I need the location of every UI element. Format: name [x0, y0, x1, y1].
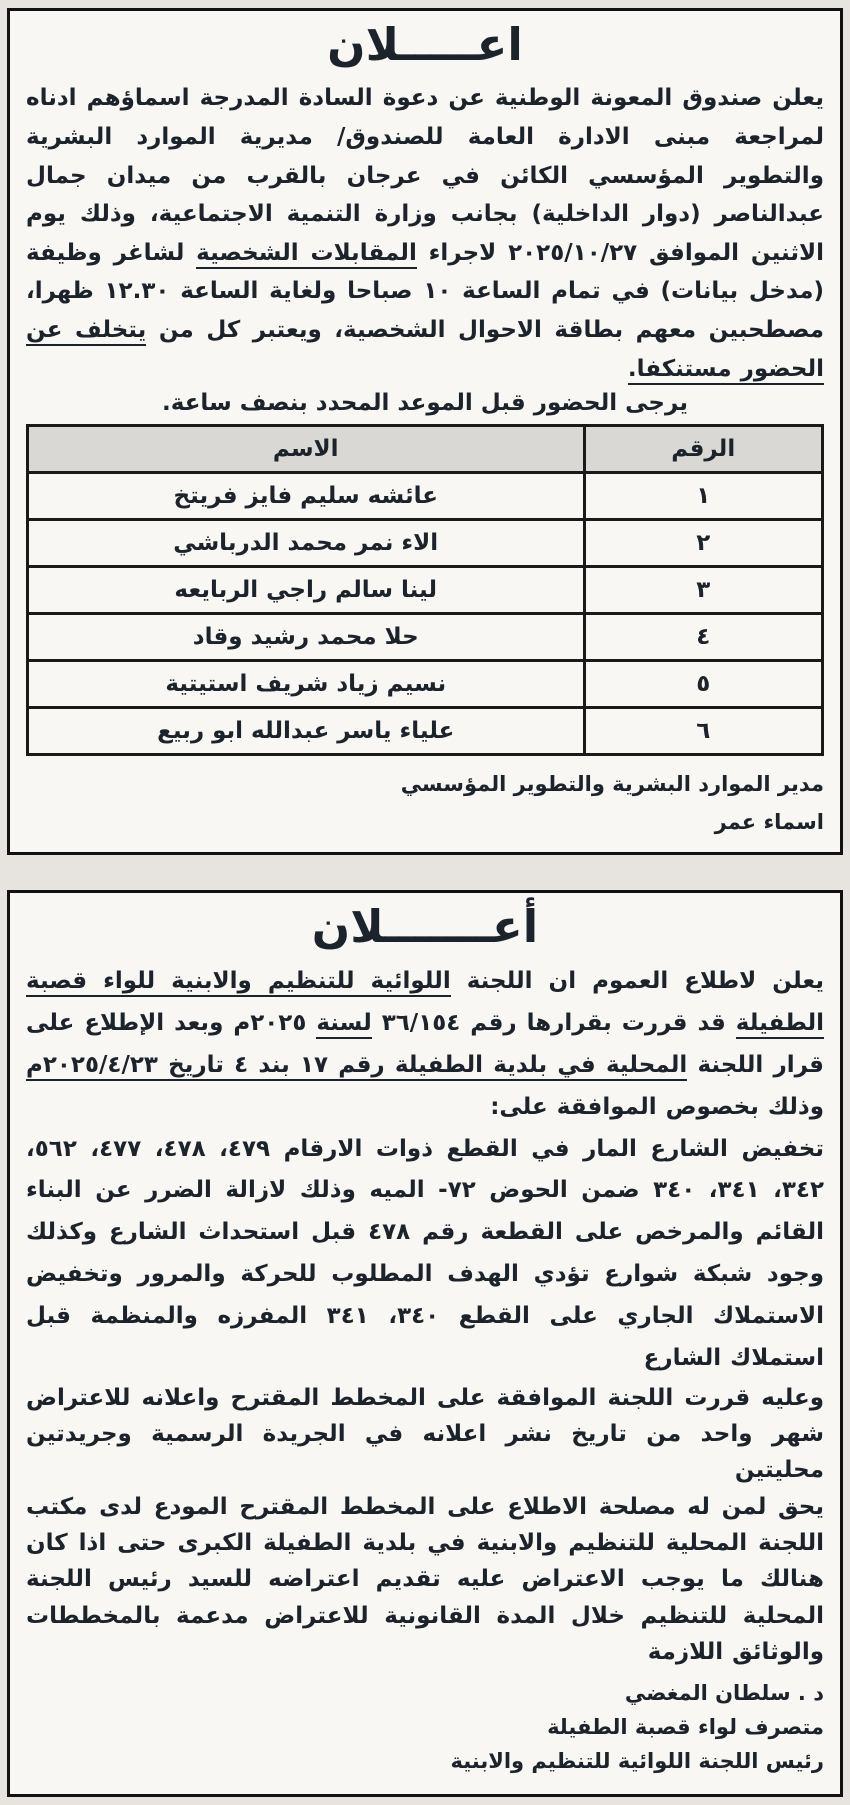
row-name-cell: علياء ياسر عبدالله ابو ربيع — [28, 708, 585, 755]
signature-title-governor: متصرف لواء قصبة الطفيلة — [547, 1715, 824, 1740]
body-segment: يعلن لاطلاع العموم ان اللجنة — [450, 968, 824, 995]
body-segment: المقابلات الشخصية — [196, 240, 417, 269]
body-segment: يتخلف عن الحضور مستنكفا. — [26, 317, 824, 385]
body-segment: وذلك بخصوص الموافقة على: — [490, 1093, 824, 1120]
announcement-1-note: يرجى الحضور قبل الموعد المحدد بنصف ساعة. — [162, 390, 688, 417]
names-table-body — [28, 473, 823, 755]
announcement-1-body — [26, 79, 824, 388]
row-number-cell: ٥ — [584, 661, 823, 708]
row-number-cell: ٦ — [584, 708, 823, 755]
announcement-1 — [7, 8, 843, 855]
names-table-head — [28, 426, 823, 473]
signature-title: مدير الموارد البشرية والتطوير المؤسسي — [400, 772, 824, 797]
row-number-cell: ٤ — [584, 614, 823, 661]
row-name-cell: عائشه سليم فايز فريتخ — [28, 473, 585, 520]
announcement-2-paragraph-4: يحق لمن له مصلحة الاطلاع على المخطط المقترح المودع لدى مكتب اللجنة المحلية للتنظيم والابنية في بلدية الطفيلة الكبرى حتى اذا كان هنالك ما يوجب الاعتراض عليه تقديم اعتراضه للسيد رئيس اللجنة المحلية للتنظيم خلال المدة القانونية للاعتراض مدعمة بالمخططات والوثائق اللازمة — [26, 1493, 824, 1665]
announcement-1-signature — [26, 766, 824, 842]
table-row — [28, 708, 823, 755]
row-name-cell: لينا سالم راجي الربايعه — [28, 567, 585, 614]
signature-title-committee: رئيس اللجنة اللوائية للتنظيم والابنية — [450, 1749, 824, 1774]
announcement-2-signature — [26, 1676, 824, 1778]
body-segment: قد قررت بقرارها رقم ٣٦/١٥٤ — [371, 1009, 726, 1036]
body-segment: لسنة — [316, 1010, 371, 1039]
row-name-cell: حلا محمد رشيد وقاد — [28, 614, 585, 661]
announcement-1-title: اعـــــلان — [327, 18, 523, 71]
table-row — [28, 614, 823, 661]
row-name-cell: الاء نمر محمد الدرباشي — [28, 520, 585, 567]
row-number-cell: ٣ — [584, 567, 823, 614]
body-segment: ٢٠٢٥م وبعد الإطلاع على قرار اللجنة — [26, 1009, 824, 1078]
announcement-2 — [7, 890, 843, 1798]
table-row — [28, 473, 823, 520]
signature-name: اسماء عمر — [714, 810, 824, 835]
table-row — [28, 520, 823, 567]
body-segment: اللوائية للتنظيم والابنية للواء قصبة الطفيلة — [26, 968, 824, 1039]
column-header-number: الرقم — [584, 426, 823, 473]
names-table-header-row — [28, 426, 823, 473]
names-table — [26, 424, 824, 756]
announcement-2-paragraph-2: تخفيض الشارع المار في القطع ذوات الارقام ٤٧٩، ٤٧٨، ٤٧٧، ٥٦٢، ٣٤٢، ٣٤١، ٣٤٠ ضمن الحوض ٧٢- الميه وذلك لازالة الضرر عن البناء القائم والمرخص على القطعة رقم ٤٧٨ قبل استحداث الشارع وكذلك وجود شبكة شوارع تؤدي الهدف المطلوب للحركة والمرور وتخفيض الاستملاك الجاري على القطع ٣٤٠، ٣٤١ المفرزه والمنظمة قبل استملاك الشارع — [26, 1135, 825, 1371]
body-segment: يعلن صندوق المعونة الوطنية عن دعوة السادة المدرجة اسماؤهم ادناه لمراجعة مبنى الادارة العامة للصندوق/ مديرية الموارد البشرية والتطوير المؤسسي الكائن في عرجان بالقرب من ميدان جمال عبدالناصر (دوار الداخلية) بجانب وزارة التنمية الاجتماعية، وذلك يوم الاثنين الموافق ٢٠٢٥/١٠/٢٧ لاجراء — [26, 85, 824, 266]
table-row — [28, 661, 823, 708]
row-name-cell: نسيم زياد شريف استيتية — [28, 661, 585, 708]
signature-name: د . سلطان المغضي — [624, 1681, 824, 1706]
announcement-2-title: أعـــــــلان — [311, 899, 539, 953]
announcement-2-paragraph-3: وعليه قررت اللجنة الموافقة على المخطط المقترح واعلانه للاعتراض شهر واحد من تاريخ نشر اعلانه في الجريدة الرسمية وجريدتين محليتين — [26, 1384, 824, 1484]
row-number-cell: ١ — [584, 473, 823, 520]
body-segment: المحلية في بلدية الطفيلة رقم ١٧ بند ٤ تاريخ ٢٠٢٥/٤/٢٣م — [26, 1052, 687, 1081]
announcement-2-paragraph-1 — [26, 961, 824, 1128]
row-number-cell: ٢ — [584, 520, 823, 567]
table-row — [28, 567, 823, 614]
column-header-name: الاسم — [28, 426, 585, 473]
body-segment: لشاغر وظيفة (مدخل بيانات) في تمام الساعة ١٠ صباحا ولغاية الساعة ١٢.٣٠ ظهرا، مصطحبين معهم بطاقة الاحوال الشخصية، ويعتبر كل من — [26, 239, 824, 343]
